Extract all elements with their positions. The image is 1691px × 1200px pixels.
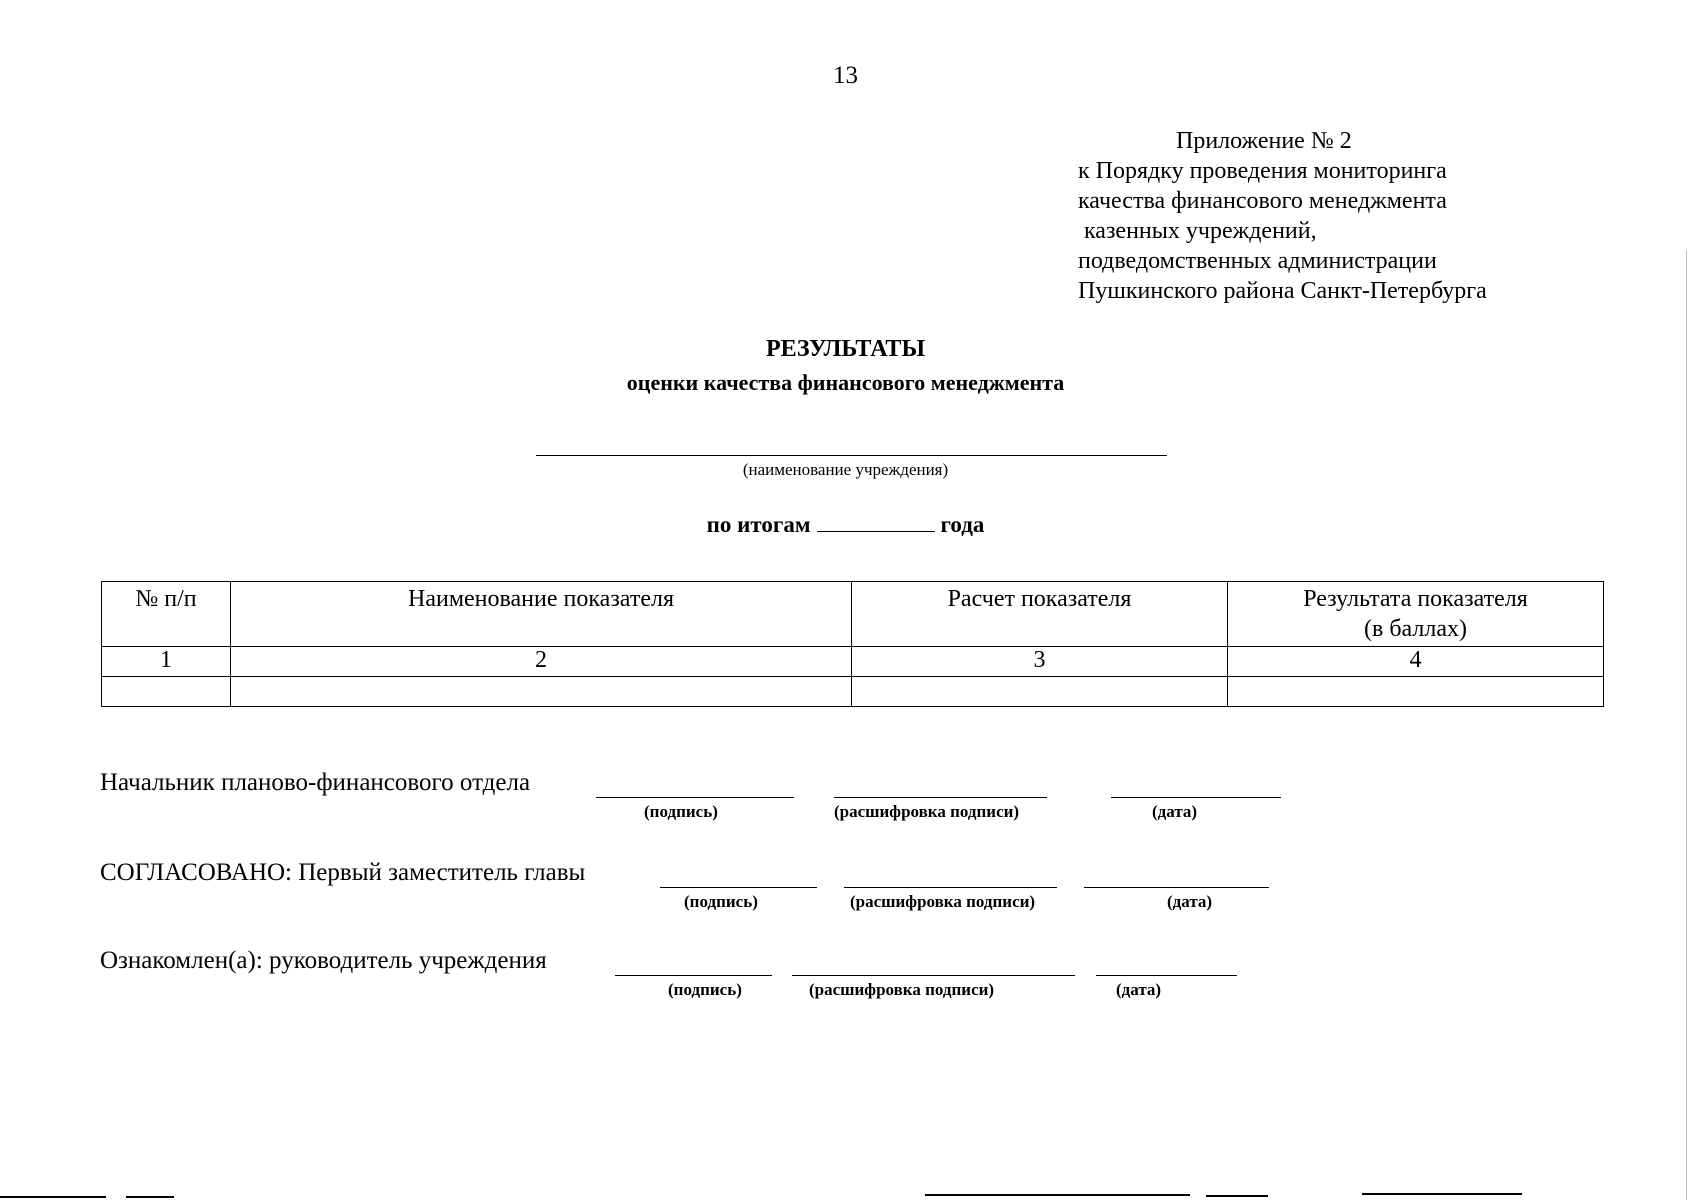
table-row	[102, 647, 1604, 677]
signature-line	[615, 975, 772, 976]
institution-name-caption: (наименование учреждения)	[742, 460, 949, 479]
name-line	[792, 975, 1075, 976]
appendix-line: к Порядку проведения мониторинга	[1078, 158, 1447, 184]
signature-label: Начальник планово-финансового отдела	[100, 769, 531, 796]
signature-line	[596, 797, 794, 798]
indicators-table	[101, 581, 1604, 707]
appendix-line: казенных учреждений,	[1084, 218, 1317, 244]
signature-caption: (подпись)	[668, 980, 742, 999]
scan-edge-mark	[1686, 250, 1687, 1200]
table-cell	[231, 677, 852, 707]
document-title: РЕЗУЛЬТАТЫ	[765, 336, 926, 362]
page-number: 13	[833, 62, 858, 89]
table-header-row	[102, 582, 1604, 647]
date-line	[1096, 975, 1237, 976]
appendix-line: подведомственных администрации	[1078, 248, 1437, 274]
period-prefix: по итогам	[706, 512, 811, 537]
header-result-line2: (в баллах)	[1364, 616, 1467, 642]
period-suffix: года	[940, 512, 985, 537]
column-number-cell: 1	[102, 647, 231, 677]
signature-caption: (подпись)	[684, 892, 758, 911]
scan-edge-mark	[1206, 1195, 1268, 1197]
year-blank	[817, 509, 935, 532]
scan-edge-mark	[1362, 1193, 1522, 1195]
header-number: № п/п	[102, 582, 231, 647]
name-caption: (расшифровка подписи)	[809, 980, 995, 999]
table-cell	[102, 677, 231, 707]
column-number-cell: 2	[231, 647, 852, 677]
scan-edge-mark	[126, 1196, 174, 1198]
header-result-line1: Результата показателя	[1303, 586, 1528, 612]
table-cell	[1228, 677, 1604, 707]
institution-name-line	[536, 455, 1167, 456]
header-indicator-name: Наименование показателя	[231, 582, 852, 647]
appendix-line: качества финансового менеджмента	[1078, 188, 1447, 214]
table-cell	[852, 677, 1228, 707]
appendix-line: Пушкинского района Санкт-Петербурга	[1078, 278, 1487, 304]
signature-label: СОГЛАСОВАНО: Первый заместитель главы	[100, 859, 586, 886]
column-number-cell: 4	[1228, 647, 1604, 677]
signature-label: Ознакомлен(а): руководитель учреждения	[100, 947, 547, 974]
period-line	[0, 509, 1691, 538]
header-indicator-calculation: Расчет показателя	[852, 582, 1228, 647]
date-caption: (дата)	[1167, 892, 1213, 911]
date-caption: (дата)	[1152, 802, 1198, 821]
header-indicator-result	[1228, 582, 1604, 647]
scan-edge-mark	[925, 1194, 1190, 1196]
signature-line	[660, 887, 817, 888]
date-line	[1111, 797, 1281, 798]
name-caption: (расшифровка подписи)	[850, 892, 1036, 911]
name-line	[834, 797, 1047, 798]
date-caption: (дата)	[1116, 980, 1162, 999]
appendix-title: Приложение № 2	[1176, 128, 1352, 154]
date-line	[1084, 887, 1269, 888]
scan-edge-mark	[0, 1196, 106, 1198]
appendix-block	[1078, 126, 1487, 306]
name-caption: (расшифровка подписи)	[834, 802, 1020, 821]
table-row	[102, 677, 1604, 707]
column-number-cell: 3	[852, 647, 1228, 677]
document-subtitle: оценки качества финансового менеджмента	[626, 370, 1065, 395]
name-line	[844, 887, 1057, 888]
signature-caption: (подпись)	[644, 802, 718, 821]
